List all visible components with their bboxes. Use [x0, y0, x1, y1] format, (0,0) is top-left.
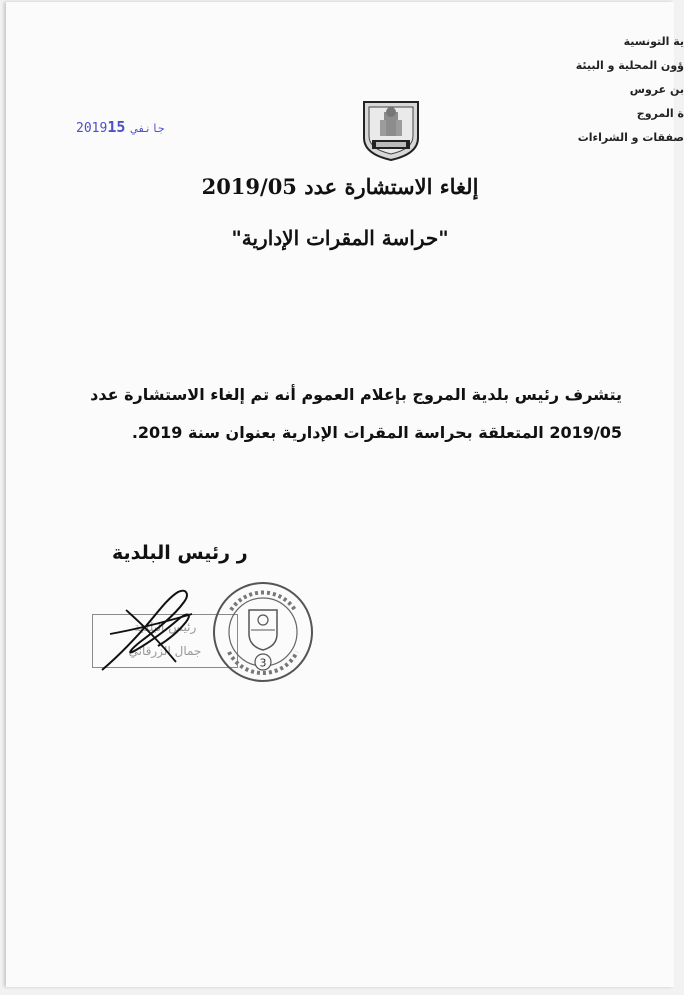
- header-block: [576, 30, 684, 150]
- signature-title: ر رئيس البلدية: [112, 542, 248, 564]
- body-line-1: يتشرف رئيس بلدية المروج بإعلام العموم أنه تم إلغاء الاستشارة عدد: [90, 385, 622, 404]
- header-line-governorate: بن عروس: [629, 83, 684, 96]
- header-line-ministry: ؤون المحلية و البيئة: [575, 59, 684, 72]
- stamp-line-2: جمال الزرقاني: [128, 644, 202, 658]
- seal-number: 3: [259, 656, 267, 670]
- document-subtitle: "حراسة المقرات الإدارية": [231, 226, 449, 250]
- stamp-line-1: رئيس البلدية: [133, 620, 197, 634]
- handwritten-signature-icon: [96, 584, 206, 676]
- header-line-department: صفقات و الشراءات: [577, 131, 684, 144]
- round-seal-icon: [211, 580, 315, 684]
- header-line-municipality: ة المروج: [636, 107, 684, 120]
- date-stamp: [76, 118, 171, 136]
- date-stamp-year: 2019: [76, 121, 108, 136]
- municipality-emblem-icon: [358, 98, 424, 162]
- body-line-2: 2019/05 المتعلقة بحراسة المقرات الإدارية بعنوان سنة 2019.: [131, 423, 622, 442]
- announcement-body: [90, 376, 622, 452]
- document-page: [6, 2, 684, 987]
- date-stamp-month: جانفي: [131, 122, 165, 135]
- header-line-country: ية التونسية: [623, 35, 684, 48]
- date-stamp-day: 15: [107, 118, 126, 136]
- document-title: إلغاء الاستشارة عدد 2019/05: [201, 174, 479, 199]
